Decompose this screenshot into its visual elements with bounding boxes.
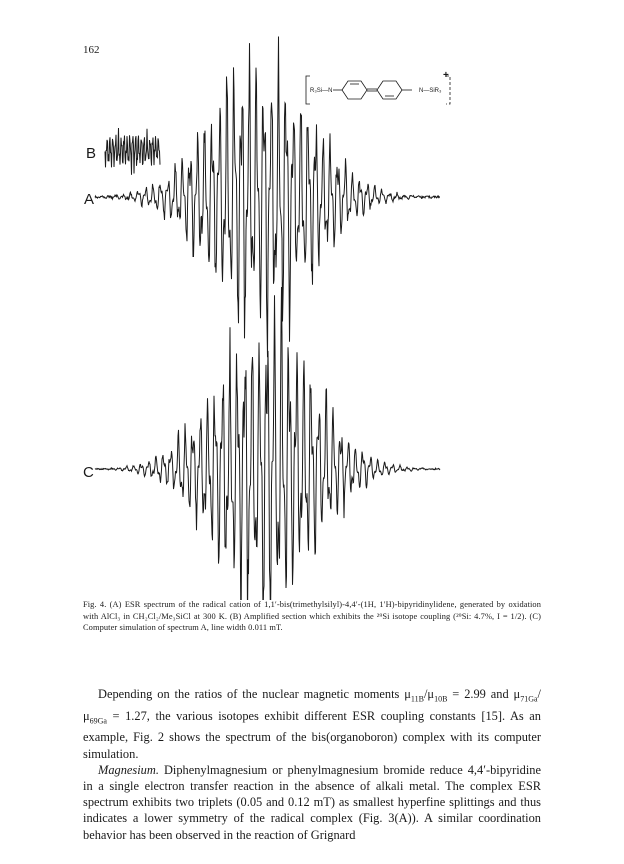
trace-label-b: B bbox=[86, 145, 97, 162]
molecule-left-group: R₃Si—N bbox=[310, 88, 333, 94]
page-number: 162 bbox=[83, 44, 100, 56]
molecule-right-group: N—SiR₃ bbox=[419, 88, 442, 94]
paragraph-isotopes: Depending on the ratios of the nuclear magnetic moments $\mu_{11B}/\mu_{10B} = 2.99$ and $\mu_{71Ga}/\mu_{69Ga} = 1.27$, the various isotopes exhibit different ESR coupling constants [15]. As an example, Fig. 2 shows the spectrum of the bis(organoboron) complex with its computer simulation. bbox=[83, 687, 541, 761]
esr-trace-b-amplified bbox=[105, 128, 160, 175]
trace-label-c: C bbox=[83, 464, 94, 481]
body-text bbox=[83, 686, 541, 843]
paragraph-magnesium: Magnesium. Diphenylmagnesium or phenylmagnesium bromide reduce 4,4′-bipyridine in a single electron transfer reaction in the absence of alkali metal. The complex ESR spectrum exhibits two triplets (0.05 and 0.12 mT) as smallest hyperfine splittings and thus indicates a lower symmetry of the radical complex (Fig. 3(A)). A similar coordination behavior has been observed in the reaction of Grignard bbox=[83, 762, 541, 842]
trace-label-a: A bbox=[84, 191, 95, 208]
figure-caption: Fig. 4. (A) ESR spectrum of the radical cation of 1,1′-bis(trimethylsilyl)-4,4′-(1H, 1′H)-bipyridinylidene, generated by oxidation with AlCl₃ in CH₂Cl₂/Me₃SiCl at 300 K. (B) Amplified section which exhibits the ²⁹Si isotope coupling (²⁹Si: 4.7%, I = 1/2). (C) Computer simulation of spectrum A, line width 0.011 mT. bbox=[83, 600, 541, 632]
section-lead-magnesium: Magnesium. bbox=[98, 762, 159, 777]
molecule-labels bbox=[302, 72, 452, 108]
trace-b-line bbox=[105, 128, 160, 175]
molecule-charge: + bbox=[443, 70, 449, 81]
